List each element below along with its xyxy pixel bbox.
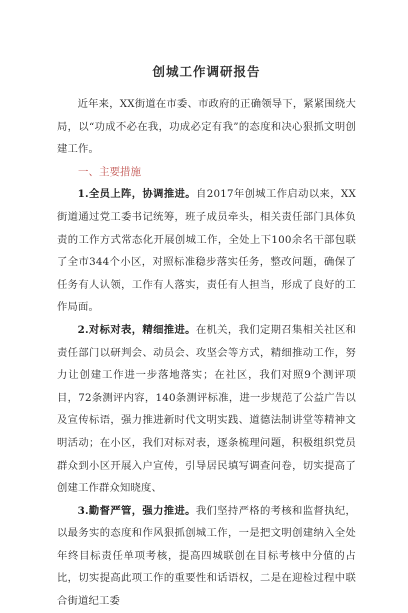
measure-text-2: 在机关，我们定期召集相关社区和责任部门以研判会、动员会、攻坚会等方式，精细推动工作，努力让创建工作进一步落地落实；在社区，我们对照9个测评项目，72条测评内容，140条测评标准，进一步规范了公益广告以及宣传标语，强力推进新时代文明实践、道德法制讲堂等精神文明活动；在小区，我们对标对表，逐条梳理问题，积极组织党员群众到小区开展入户宣传，引导居民填写调查问卷，切实提高了创建工作群众知晓度、 <box>57 323 356 495</box>
measure-lead-2: 2.对标对表，精细推进。 <box>77 323 196 336</box>
section-heading: 一、主要措施 <box>78 165 141 178</box>
measure-lead-3: 3.勤督严管，强力推进。 <box>77 504 196 517</box>
measure-paragraph-2 <box>57 319 356 500</box>
measure-text-1: 自2017年创城工作启动以来，XX街道通过党工委书记统筹，班子成员牵头，相关责任部门具体负责的工作方式常态化开展创城工作，全处上下100余名干部包联了全市344个小区，对照标准稳步落实任务，整改问题，确保了任务有人认领，工作有人落实，责任有人担当，形成了良好的工作局面。 <box>57 188 356 314</box>
measure-lead-1: 1.全员上阵，协调推进。 <box>77 188 196 201</box>
document-title: 创城工作调研报告 <box>152 64 261 79</box>
intro-paragraph: 近年来，XX街道在市委、市政府的正确领导下，紧紧围绕大局，以“功成不必在我，功成必定有我”的态度和决心狠抓文明创建工作。 <box>57 98 356 156</box>
measure-paragraph-3 <box>57 500 356 613</box>
measure-paragraph-1 <box>57 183 356 319</box>
measure-text-3: 我们坚持严格的考核和监督执纪，以最务实的态度和作风狠抓创城工作，一是把文明创建纳入全处年终目标责任单项考核，提高四城联创在目标考核中分值的占比，切实提高此项工作的重要性和话语权，二是在迎检过程中联合街道纪工委 <box>57 504 356 608</box>
